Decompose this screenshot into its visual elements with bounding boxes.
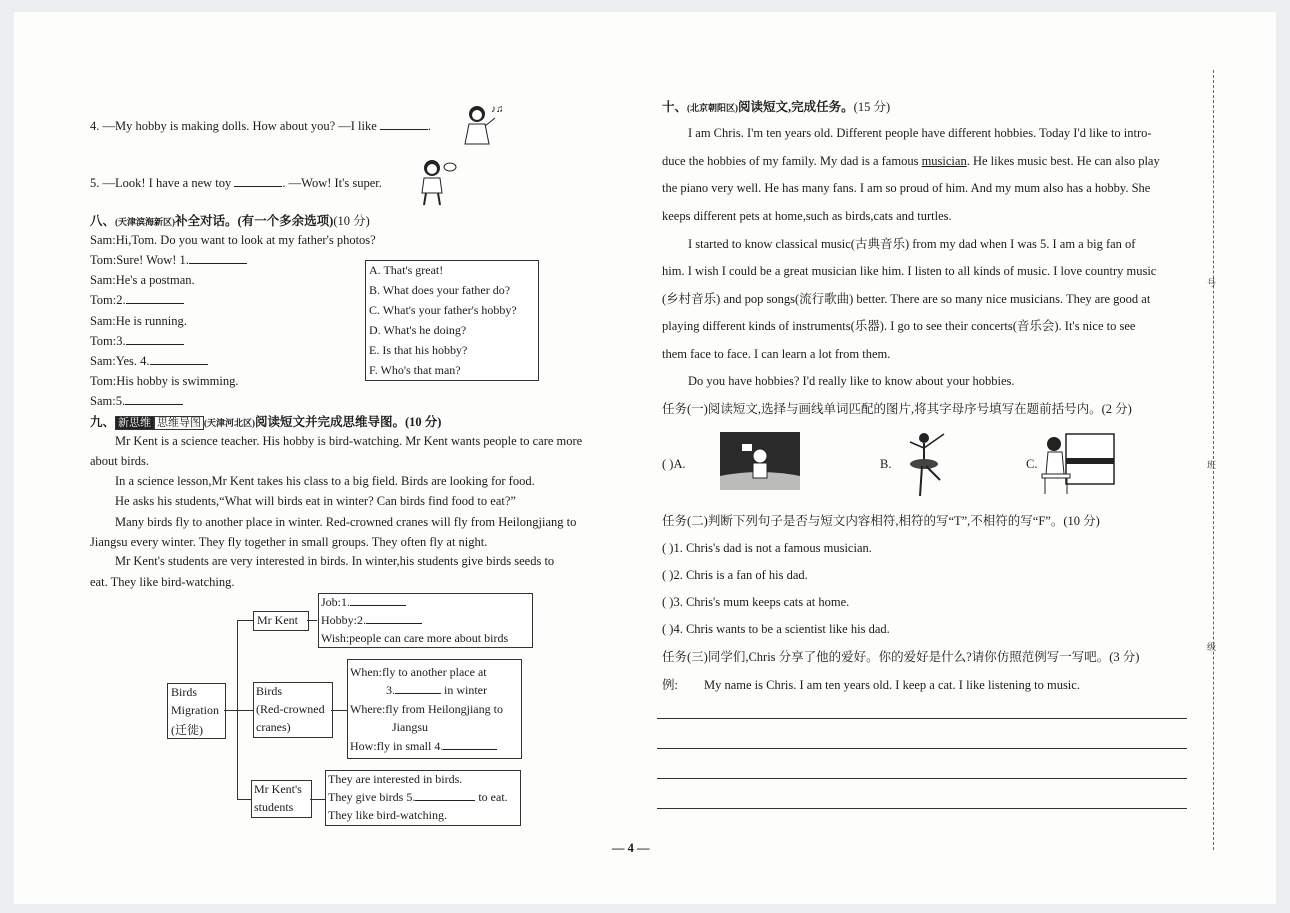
section-8-heading: 八、(天津滨海新区)补全对话。(有一个多余选项)(10 分)	[90, 214, 370, 228]
dialog-line: Sam:Hi,Tom. Do you want to look at my father's photos?	[90, 233, 376, 247]
task-1-heading: 任务(一)阅读短文,选择与画线单词匹配的图片,将其字母序号填写在题前括号内。(2 分)	[662, 402, 1132, 416]
map-birds-where: Where:fly from Heilongjiang to	[350, 702, 503, 716]
map-birds-when: When:fly to another place at	[350, 665, 487, 679]
map-connector	[224, 710, 238, 711]
dialog-line: Sam:He's a postman.	[90, 273, 195, 287]
side-mark: 号	[1207, 278, 1217, 288]
map-students-text: Mr Kent's	[254, 782, 302, 796]
option-a: A. That's great!	[369, 263, 444, 277]
map-root-text: Birds	[171, 685, 198, 699]
answer-line[interactable]	[657, 748, 1187, 749]
passage-line: Mr Kent is a science teacher. His hobby is bird-watching. Mr Kent wants people to care more	[115, 434, 583, 448]
dialog-line: Tom:3.	[90, 333, 184, 349]
task-2-item: ( )4. Chris wants to be a scientist like his dad.	[662, 622, 890, 636]
passage-line: Do you have hobbies? I'd really like to know about your hobbies.	[688, 374, 1015, 388]
map-root-text: Migration	[171, 703, 219, 717]
passage-line: Mr Kent's students are very interested in birds. In winter,his students give birds seeds to	[115, 554, 555, 568]
passage-line: In a science lesson,Mr Kent takes his class to a big field. Birds are looking for food.	[115, 474, 535, 488]
new-thinking-tag: 新思维	[115, 416, 154, 430]
option-f: F. Who's that man?	[369, 363, 461, 377]
underlined-word: musician	[921, 154, 967, 168]
astronaut-moon-picture	[720, 432, 800, 490]
answer-blank[interactable]	[234, 186, 282, 187]
option-b: B. What does your father do?	[369, 283, 511, 297]
map-connector	[237, 710, 253, 711]
map-birds-when-blank: 3. in winter	[386, 683, 487, 697]
section-9-heading: 九、 新思维 思维导图 (天津河北区)阅读短文并完成思维导图。(10 分)	[90, 415, 442, 429]
passage-line: duce the hobbies of my family. My dad is a famous musician. He likes music best. He can also play	[662, 154, 1160, 168]
passage-line: I started to know classical music(古典音乐) from my dad when I was 5. I am a big fan of	[688, 237, 1136, 251]
task-2-item: ( )1. Chris's dad is not a famous musician.	[662, 541, 872, 555]
answer-line[interactable]	[657, 808, 1187, 809]
answer-line[interactable]	[657, 778, 1187, 779]
map-kent-wish: Wish:people can care more about birds	[321, 631, 509, 645]
question-4: 4. —My hobby is making dolls. How about you? —I like .	[90, 119, 432, 133]
map-birds-where-2: Jiangsu	[392, 720, 428, 734]
option-d: D. What's he doing?	[369, 323, 467, 337]
side-mark: 级	[1207, 642, 1217, 652]
answer-line[interactable]	[657, 718, 1187, 719]
map-students-item: They give birds 5. to eat.	[328, 790, 508, 804]
dialog-line: Tom:Sure! Wow! 1.	[90, 252, 247, 268]
piano-player-picture	[1040, 430, 1118, 498]
passage-line: him. I wish I could be a great musician like him. I listen to all kinds of music. I love country music	[662, 264, 1157, 278]
task-3-heading: 任务(三)同学们,Chris 分享了他的爱好。你的爱好是什么?请你仿照范例写一写吧。(3 分)	[662, 650, 1140, 664]
map-root-text: (迁徙)	[171, 723, 203, 737]
task-3-example: My name is Chris. I am ten years old. I keep a cat. I like listening to music.	[704, 678, 1080, 692]
map-connector	[310, 799, 325, 800]
question-5: 5. —Look! I have a new toy . —Wow! It's super.	[90, 176, 382, 190]
option-e: E. Is that his hobby?	[369, 343, 468, 357]
map-students-item: They like bird-watching.	[328, 808, 447, 822]
answer-blank[interactable]	[380, 129, 428, 130]
option-c: C. What's your father's hobby?	[369, 303, 517, 317]
boy-with-toy-illustration	[412, 155, 462, 207]
page-number: — 4 —	[612, 841, 650, 855]
passage-line: He asks his students,“What will birds eat in winter? Can birds find food to eat?”	[115, 494, 516, 508]
map-kent-job: Job:1.	[321, 595, 406, 610]
dialog-line: Sam:5.	[90, 393, 183, 409]
map-kent-hobby: Hobby:2.	[321, 613, 422, 628]
map-connector	[237, 620, 253, 621]
task-1-option-c: C.	[1026, 457, 1038, 471]
map-birds-text: cranes)	[256, 720, 291, 734]
girl-singing-illustration	[455, 100, 507, 150]
dialog-line: Tom:2.	[90, 292, 184, 308]
ballet-dancer-picture	[900, 428, 952, 500]
passage-line: the piano very well. He has many fans. I am so proud of him. And my mum also has a hobby. She	[662, 181, 1151, 195]
dialog-line: Sam:Yes. 4.	[90, 353, 208, 369]
map-birds-text: Birds	[256, 684, 283, 698]
task-2-item: ( )3. Chris's mum keeps cats at home.	[662, 595, 850, 609]
map-students-item: They are interested in birds.	[328, 772, 463, 786]
map-connector	[331, 710, 347, 711]
map-connector	[237, 799, 251, 800]
passage-line: Many birds fly to another place in winter. Red-crowned cranes will fly from Heilongjiang to	[115, 515, 577, 529]
side-mark: 班	[1207, 460, 1217, 470]
map-birds-text: (Red-crowned	[256, 702, 325, 716]
passage-line: I am Chris. I'm ten years old. Different people have different hobbies. Today I'd like to intro-	[688, 126, 1152, 140]
map-kent-text: Mr Kent	[257, 613, 298, 627]
dialog-line: Sam:He is running.	[90, 314, 187, 328]
task-1-option-b: B.	[880, 457, 892, 471]
map-birds-how: How:fly in small 4.	[350, 739, 497, 754]
section-10-heading: 十、(北京朝阳区)阅读短文,完成任务。(15 分)	[662, 100, 891, 114]
svg-text:♪♫: ♪♫	[491, 104, 504, 115]
task-3-example-label: 例:	[662, 678, 678, 692]
dialog-line: Tom:His hobby is swimming.	[90, 374, 239, 388]
task-2-item: ( )2. Chris is a fan of his dad.	[662, 568, 808, 582]
passage-line: eat. They like bird-watching.	[90, 575, 235, 589]
passage-line: keeps different pets at home,such as birds,cats and turtles.	[662, 209, 952, 223]
task-1-option-a: ( )A.	[662, 457, 686, 471]
task-2-heading: 任务(二)判断下列句子是否与短文内容相符,相符的写“T”,不相符的写“F”。(10 分)	[662, 514, 1100, 528]
passage-line: them face to face. I can learn a lot from them.	[662, 347, 891, 361]
map-connector	[307, 620, 317, 621]
passage-line: playing different kinds of instruments(乐器). I go to see their concerts(音乐会). It's nice to see	[662, 319, 1136, 333]
passage-line: (乡村音乐) and pop songs(流行歌曲) better. There are so many nice musicians. They are good at	[662, 292, 1151, 306]
passage-line: Jiangsu every winter. They fly together in small groups. They often fly at night.	[90, 535, 488, 549]
map-students-text: students	[254, 800, 294, 814]
passage-line: about birds.	[90, 454, 150, 468]
mind-map-tag: 思维导图	[154, 416, 204, 430]
